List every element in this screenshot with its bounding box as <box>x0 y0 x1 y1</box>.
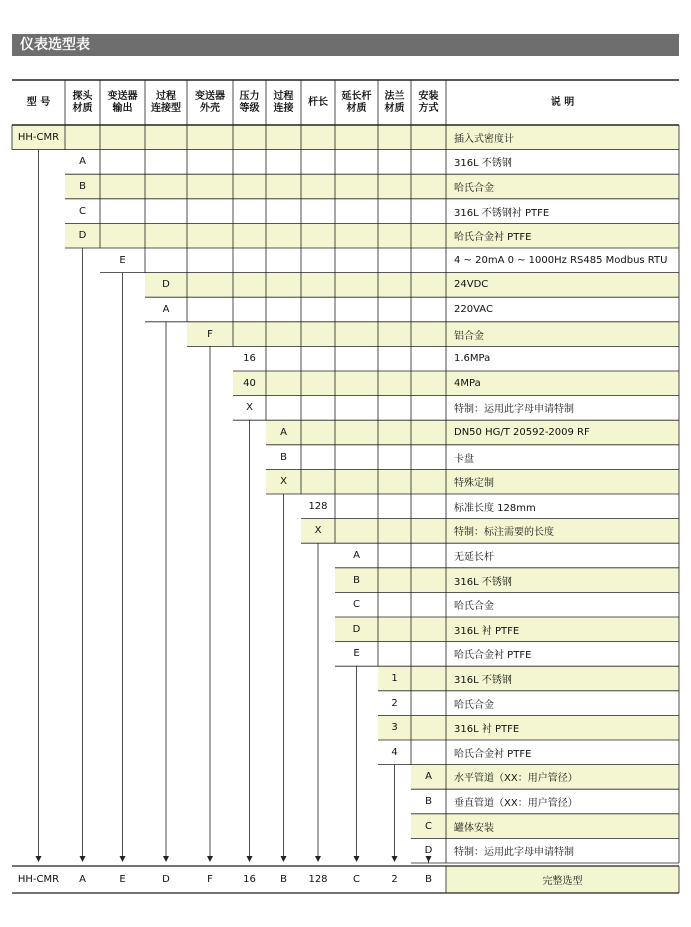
option-description: 220VAC <box>454 303 493 315</box>
option-description: 特殊定制 <box>454 478 494 490</box>
option-code: C <box>353 599 360 611</box>
arrow-head <box>207 856 213 862</box>
header-cell: 杆长 <box>308 96 328 108</box>
arrow-head <box>354 856 360 862</box>
option-description: 铝合金 <box>454 330 484 342</box>
option-code: B <box>425 795 432 807</box>
final-code: B <box>425 874 432 885</box>
option-code: X <box>280 476 287 488</box>
header-cell: 变送器 输出 <box>107 90 138 114</box>
option-description: 316L 不锈钢 <box>454 674 512 686</box>
option-description: 4 ~ 20mA 0 ~ 1000Hz RS485 Modbus RTU <box>454 254 668 266</box>
option-code: E <box>119 254 126 266</box>
option-code: 16 <box>243 353 256 365</box>
option-description: 316L 不锈钢 <box>454 576 512 588</box>
arrow-head <box>315 856 321 862</box>
arrow-head <box>247 856 253 862</box>
header-cell: 变送器 外壳 <box>195 90 225 114</box>
option-description: DN50 HG/T 20592-2009 RF <box>454 426 590 438</box>
final-description: 完整选型 <box>542 876 583 887</box>
option-description: 哈氏合金 <box>454 182 494 194</box>
arrow-head <box>120 856 126 862</box>
option-description: 哈氏合金 <box>454 699 494 711</box>
final-code: F <box>207 874 213 885</box>
option-description: 插入式密度计 <box>454 133 514 145</box>
option-description: 哈氏合金衬 PTFE <box>454 650 532 662</box>
option-code: X <box>246 402 253 414</box>
final-code: 2 <box>391 874 398 885</box>
option-code: A <box>162 303 170 315</box>
header-cell: 安装 方式 <box>418 90 439 114</box>
option-description: 特制：运用此字母申请特制 <box>454 404 574 416</box>
option-description: 316L 不锈钢衬 PTFE <box>454 207 550 219</box>
option-description: 特制：标注需要的长度 <box>454 527 554 539</box>
option-code: 40 <box>243 377 256 389</box>
option-description: 哈氏合金 <box>454 601 494 613</box>
final-code: E <box>119 874 126 885</box>
option-code: F <box>207 328 213 340</box>
final-code: D <box>162 874 170 885</box>
option-code: C <box>79 205 86 217</box>
option-code: 3 <box>391 722 398 734</box>
option-code: D <box>162 279 170 291</box>
option-code: 4 <box>391 746 398 758</box>
option-code: 1 <box>391 672 398 684</box>
option-code: C <box>425 820 432 832</box>
final-code: 16 <box>243 874 256 885</box>
final-code: HH-CMR <box>17 874 60 885</box>
arrow-head <box>392 856 398 862</box>
option-description: 无延长杆 <box>454 551 494 563</box>
option-description: 特制：运用此字母申请特制 <box>454 847 574 859</box>
option-code: HH-CMR <box>17 131 60 143</box>
option-code: B <box>353 574 360 586</box>
option-description: 水平管道（XX：用户管径） <box>454 773 578 785</box>
header-cell: 探头 材质 <box>72 90 93 114</box>
header-cell: 压力 等级 <box>239 90 260 114</box>
option-code: A <box>425 771 432 783</box>
page-title: 仪表选型表 <box>12 34 679 56</box>
final-code: 128 <box>308 874 328 885</box>
option-code: B <box>280 451 287 463</box>
final-code: C <box>353 874 360 885</box>
option-code: B <box>79 180 86 192</box>
option-description: 罐体安装 <box>454 822 494 834</box>
final-code: B <box>280 874 287 885</box>
header-cell: 法兰 材质 <box>384 90 405 114</box>
option-description: 垂直管道（XX：用户管径） <box>454 797 578 809</box>
option-description: 316L 衬 PTFE <box>454 625 520 637</box>
option-description: 哈氏合金衬 PTFE <box>454 232 532 244</box>
header-cell: 延长杆 材质 <box>341 90 372 114</box>
arrow-head <box>281 856 287 862</box>
option-description: 卡盘 <box>454 453 474 465</box>
option-description: 316L 衬 PTFE <box>454 724 520 736</box>
option-description: 4MPa <box>454 377 481 389</box>
option-description: 标准长度 128mm <box>454 502 536 514</box>
option-code: D <box>78 230 87 242</box>
arrow-head <box>163 856 169 862</box>
option-code: A <box>353 549 360 561</box>
option-code: X <box>314 525 322 537</box>
option-code: E <box>353 648 360 660</box>
header-cell: 过程 连接型 <box>151 90 181 114</box>
option-code: 128 <box>308 500 328 512</box>
arrow-head <box>36 856 42 862</box>
header-cell: 型 号 <box>26 96 51 108</box>
option-description: 316L 不锈钢 <box>454 158 512 170</box>
option-code: 2 <box>391 697 398 709</box>
option-code: D <box>352 623 361 635</box>
option-code: A <box>79 156 86 168</box>
option-description: 1.6MPa <box>454 353 491 365</box>
option-description: 哈氏合金衬 PTFE <box>454 748 532 760</box>
header-cell: 说 明 <box>550 96 575 108</box>
option-description: 24VDC <box>454 279 489 291</box>
arrow-head <box>80 856 86 862</box>
final-code: A <box>79 874 86 885</box>
header-cell: 过程 连接 <box>273 90 294 114</box>
option-code: D <box>424 845 433 857</box>
option-code: A <box>280 426 287 438</box>
